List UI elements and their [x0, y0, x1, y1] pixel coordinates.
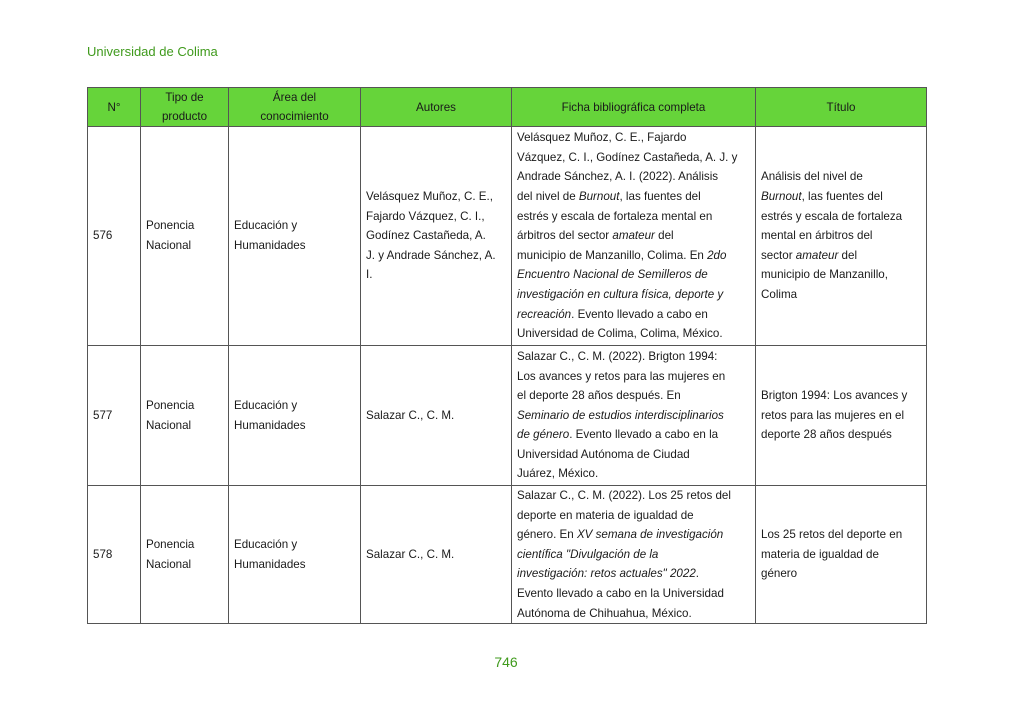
text-line [517, 406, 750, 426]
text-line [761, 564, 921, 584]
cell-authors [361, 486, 512, 624]
cell-product-type [141, 486, 229, 624]
text: Autónoma de Chihuahua, México. [517, 606, 692, 620]
text: municipio de Manzanillo, [761, 268, 888, 282]
text-line [517, 486, 750, 506]
text-line [517, 246, 750, 266]
text: Ponencia [146, 219, 195, 233]
italic-text: amateur [795, 248, 839, 262]
page-number: 746 [494, 654, 518, 670]
text-line [517, 187, 750, 207]
text-line [234, 216, 355, 236]
text: Evento llevado a cabo en la Universidad [517, 586, 724, 600]
text: del nivel de [517, 190, 579, 204]
cell-citation [512, 127, 756, 346]
col-number-header [88, 88, 141, 127]
text-line [234, 555, 355, 575]
text: Humanidades [234, 557, 306, 571]
text: , las fuentes del [619, 190, 701, 204]
text-line [517, 128, 750, 148]
text-line [517, 386, 750, 406]
cell-authors [361, 127, 512, 346]
university-header: Universidad de Colima [87, 44, 218, 59]
text-line [761, 545, 921, 565]
text: árbitros del sector [517, 229, 613, 243]
text-line [517, 265, 750, 285]
header-label: producto [161, 110, 208, 123]
text-line [517, 425, 750, 445]
text-line [517, 525, 750, 545]
text-line [517, 445, 750, 465]
cell-title [756, 486, 927, 624]
text: Humanidades [234, 418, 306, 432]
text-line [366, 406, 506, 426]
italic-text: Encuentro Nacional de Semilleros de [517, 268, 708, 282]
text-line [366, 226, 506, 246]
italic-text: Burnout [761, 190, 802, 204]
text: Universidad Autónoma de Ciudad [517, 447, 690, 461]
text: I. [366, 268, 373, 282]
header-label: Área del [272, 91, 317, 104]
italic-text: de género [517, 428, 570, 442]
text: Brigton 1994: Los avances y [761, 389, 908, 403]
text-line [761, 167, 921, 187]
text-line [366, 246, 506, 266]
text-line [761, 285, 921, 305]
italic-text: científica "Divulgación de la [517, 547, 659, 561]
text-line [517, 285, 750, 305]
header-label: Autores [416, 100, 456, 114]
text-line [761, 406, 921, 426]
text: el deporte 28 años después. En [517, 389, 681, 403]
table-row [88, 346, 927, 486]
text: Salazar C., C. M. (2022). Los 25 retos del [517, 489, 731, 502]
text: deporte en materia de igualdad de [517, 508, 694, 522]
text-line [366, 265, 506, 285]
text: . Evento llevado a cabo en [571, 307, 708, 321]
text: del [654, 229, 674, 243]
text-line [761, 265, 921, 285]
col-knowledge-area-header [229, 88, 361, 127]
cell-product-type [141, 127, 229, 346]
header-label: Título [826, 100, 856, 114]
italic-text: recreación [517, 307, 572, 321]
text-line [146, 535, 223, 555]
cell-number: 577 [88, 346, 141, 486]
table-row [88, 127, 927, 346]
text: retos para las mujeres en el [761, 408, 905, 422]
header-label: Tipo de [165, 91, 204, 104]
text: Los avances y retos para las mujeres en [517, 369, 726, 383]
cell-authors [361, 346, 512, 486]
cell-knowledge-area [229, 486, 361, 624]
text: Fajardo Vázquez, C. I., [366, 209, 485, 223]
text-line [517, 207, 750, 227]
text-line [761, 246, 921, 266]
text: Análisis del nivel de [761, 170, 863, 184]
cell-number: 576 [88, 127, 141, 346]
text-line [517, 604, 750, 624]
text-line [366, 207, 506, 227]
text-line [146, 216, 223, 236]
text-line [517, 464, 750, 484]
text-line [234, 416, 355, 436]
text-line [366, 545, 506, 565]
col-citation-header [512, 88, 756, 127]
italic-text: investigación en cultura física, deporte y [517, 287, 724, 301]
text: Juárez, México. [517, 467, 599, 481]
text: Educación y [234, 398, 298, 412]
text: Salazar C., C. M. [366, 547, 455, 561]
text: . [695, 567, 700, 581]
text: J. y Andrade Sánchez, A. [366, 248, 496, 262]
text: estrés y escala de fortaleza [761, 209, 903, 223]
text-line [761, 187, 921, 207]
text: Andrade Sánchez, A. I. (2022). Análisis [517, 170, 719, 184]
text: Salazar C., C. M. (2022). Brigton 1994: [517, 349, 718, 363]
italic-text: investigación: retos actuales" 2022 [517, 567, 696, 581]
text: Universidad de Colima, Colima, México. [517, 327, 723, 341]
header-label: N° [107, 100, 121, 114]
italic-text: XV semana de investigación [576, 528, 724, 542]
italic-text: 2do [707, 248, 727, 262]
text: Nacional [146, 239, 192, 252]
italic-text: Burnout [578, 190, 620, 204]
text-line [761, 425, 921, 445]
text: Ponencia [146, 537, 195, 551]
text-line [761, 525, 921, 545]
text-line [517, 584, 750, 604]
text: . Evento llevado a cabo en la [569, 428, 719, 442]
text-line [761, 207, 921, 227]
text: materia de igualdad de [761, 547, 879, 561]
table-header-row [88, 88, 927, 127]
cell-title [756, 346, 927, 486]
text-line [517, 347, 750, 367]
text: , las fuentes del [801, 190, 883, 204]
text-line [234, 535, 355, 555]
italic-text: Seminario de estudios interdisciplinarios [517, 408, 724, 422]
text: Nacional [146, 557, 192, 571]
text-line [146, 555, 223, 575]
text-line [517, 506, 750, 526]
publications-table [87, 87, 927, 624]
text-line [761, 386, 921, 406]
text: Humanidades [234, 239, 306, 252]
text-line [146, 416, 223, 436]
italic-text: amateur [612, 229, 655, 243]
text-line [517, 226, 750, 246]
cell-citation [512, 486, 756, 624]
text: Salazar C., C. M. [366, 408, 455, 422]
text-line [146, 236, 223, 256]
text-line [366, 187, 506, 207]
text: Educación y [234, 537, 298, 551]
col-authors-header [361, 88, 512, 127]
text-line [517, 148, 750, 168]
header-label: conocimiento [260, 110, 329, 123]
text: Educación y [234, 219, 298, 233]
text: Nacional [146, 418, 192, 432]
text: género [761, 567, 798, 581]
text: Los 25 retos del deporte en [761, 528, 903, 542]
text: Vázquez, C. I., Godínez Castañeda, A. J. y [517, 150, 738, 164]
cell-number: 578 [88, 486, 141, 624]
text: deporte 28 años después [761, 428, 892, 442]
text-line [517, 564, 750, 584]
col-product-type-header [141, 88, 229, 127]
text-line [761, 226, 921, 246]
text-line [146, 396, 223, 416]
text-line [234, 236, 355, 256]
col-title-header [756, 88, 927, 127]
table-row [88, 486, 927, 624]
text-line [234, 396, 355, 416]
text: Velásquez Muñoz, C. E., Fajardo [517, 131, 687, 145]
text: municipio de Manzanillo, Colima. En [517, 248, 708, 262]
text-line [517, 305, 750, 325]
text-line [517, 167, 750, 187]
text: del [838, 248, 858, 262]
text: estrés y escala de fortaleza mental en [517, 209, 713, 223]
text-line [517, 545, 750, 565]
cell-knowledge-area [229, 346, 361, 486]
cell-title [756, 127, 927, 346]
text: género. En [517, 528, 577, 542]
header-label: Ficha bibliográfica completa [561, 100, 706, 114]
text: Colima [761, 287, 798, 301]
cell-knowledge-area [229, 127, 361, 346]
text: Velásquez Muñoz, C. E., [366, 190, 493, 204]
text-line [517, 367, 750, 387]
text: Ponencia [146, 398, 195, 412]
text: Godínez Castañeda, A. [366, 229, 486, 243]
text-line [517, 324, 750, 344]
text: sector [761, 248, 796, 262]
text: mental en árbitros del [761, 229, 873, 243]
cell-citation [512, 346, 756, 486]
cell-product-type [141, 346, 229, 486]
